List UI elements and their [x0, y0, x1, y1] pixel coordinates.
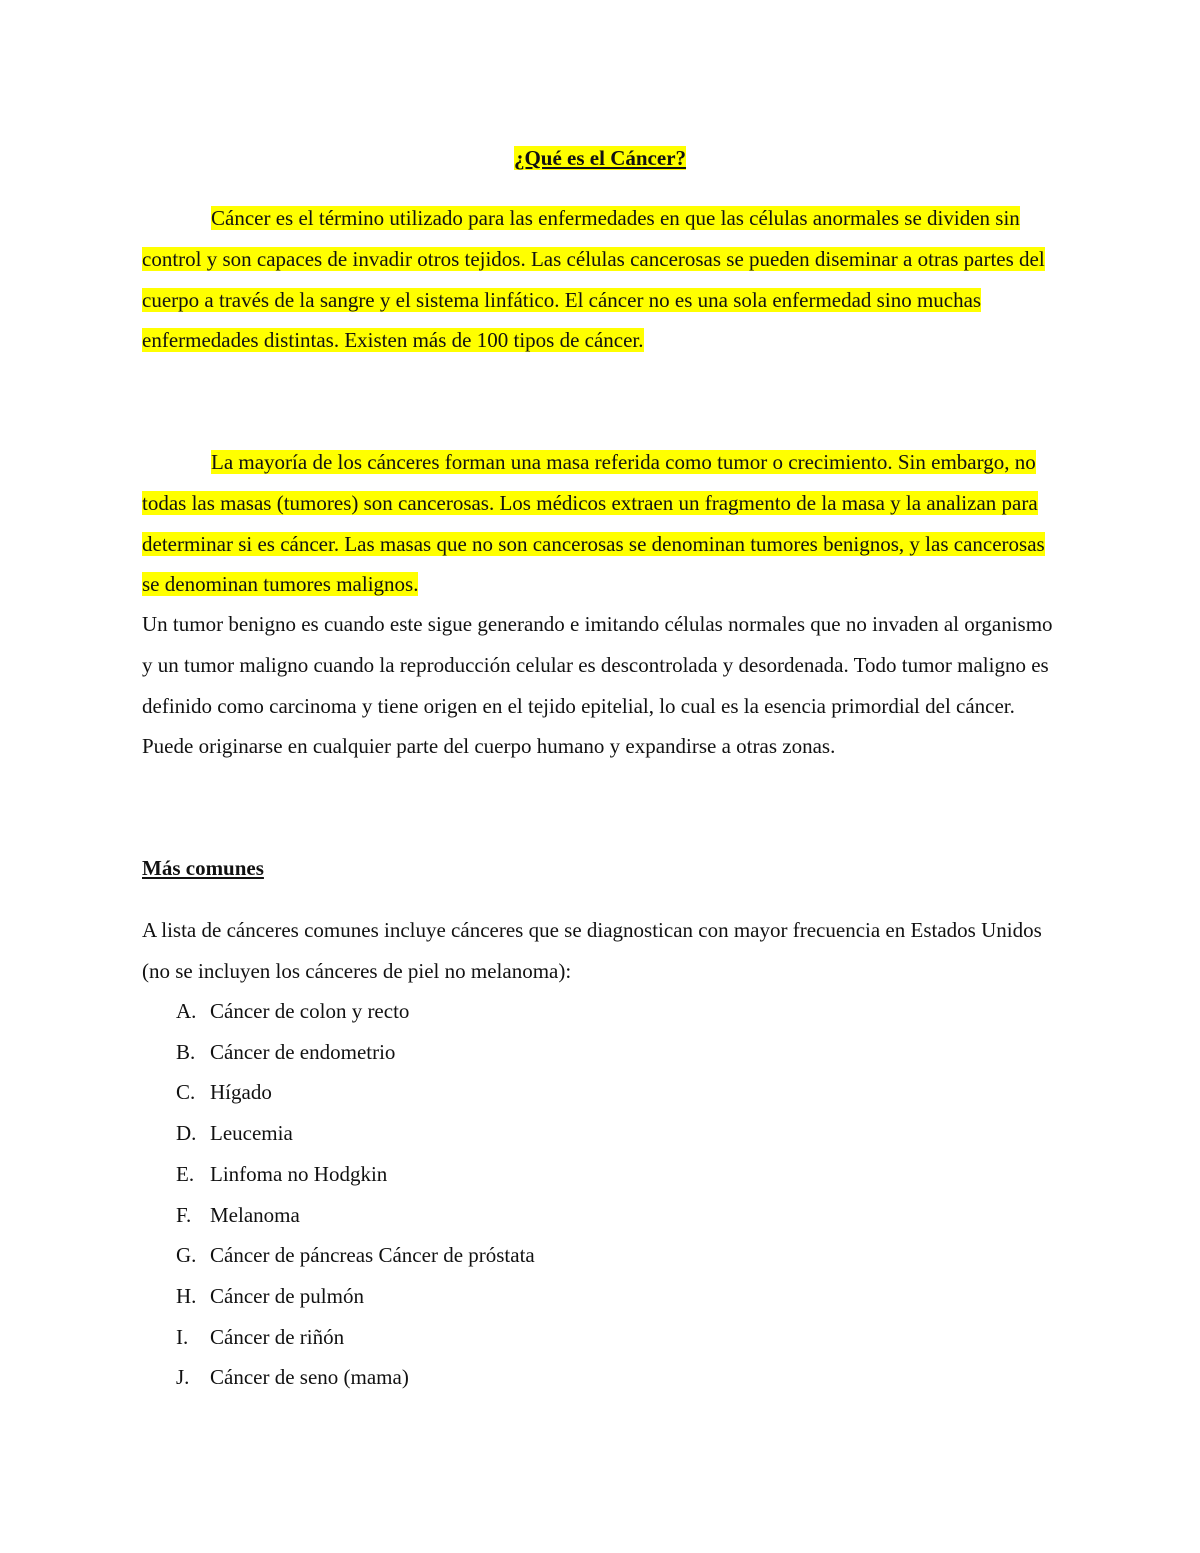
list-item-letter: I.	[176, 1324, 189, 1349]
document-title	[142, 141, 1058, 175]
list-item-text: Cáncer de colon y recto	[210, 999, 410, 1023]
paragraph-benign-malignant-text: Un tumor benigno es cuando este sigue generando e imitando células normales que no invaden al organismo y un tumor maligno cuando la reproducción celular es descontrolada y desordenada. Todo tumor maligno es definido como carcinoma y tiene origen en el tejido epitelial, lo cual es la esencia primordial del cáncer. Puede originarse en cualquier parte del cuerpo humano y expandirse a otras zonas.	[142, 612, 1053, 759]
list-item-letter: H.	[176, 1283, 197, 1308]
list-item-text: Cáncer de seno (mama)	[210, 1365, 409, 1390]
list-item-letter: F.	[176, 1202, 192, 1227]
paragraph-tumors	[142, 442, 1062, 605]
list-item-letter: B.	[176, 1039, 196, 1064]
list-item-text: Cáncer de pulmón	[210, 1283, 364, 1308]
section-heading: Más comunes	[142, 856, 264, 880]
list-item-letter: C.	[176, 1080, 196, 1105]
list-item-letter: E.	[176, 1161, 195, 1186]
list-item	[142, 1032, 535, 1073]
list-item-text: Linfoma no Hodgkin	[210, 1161, 388, 1186]
list-item-letter: A.	[176, 999, 197, 1023]
list-item	[142, 1235, 535, 1276]
list-item	[142, 1195, 535, 1236]
list-item-text: Melanoma	[210, 1202, 300, 1227]
list-item-letter: D.	[176, 1121, 197, 1146]
list-item-text: Leucemia	[210, 1121, 293, 1146]
paragraph-definition	[142, 198, 1062, 361]
list-item-text: Cáncer de páncreas Cáncer de próstata	[210, 1243, 535, 1268]
list-item-letter: J.	[176, 1365, 190, 1390]
list-item-text: Cáncer de riñón	[210, 1324, 345, 1349]
list-item	[142, 1113, 535, 1154]
paragraph-benign-malignant	[142, 604, 1062, 767]
cancer-type-list	[142, 991, 535, 1398]
list-item	[142, 1357, 535, 1398]
list-item-text: Hígado	[210, 1080, 272, 1105]
list-item	[142, 1154, 535, 1195]
list-item	[142, 1072, 535, 1113]
paragraph-common-list-intro	[142, 910, 1062, 992]
list-item	[142, 1317, 535, 1358]
list-item	[142, 1276, 535, 1317]
list-item-text: Cáncer de endometrio	[210, 1039, 396, 1064]
paragraph-common-list-intro-text: A lista de cánceres comunes incluye cánceres que se diagnostican con mayor frecuencia en Estados Unidos (no se incluyen los cánceres de piel no melanoma):	[142, 918, 1042, 983]
title-text: ¿Qué es el Cáncer?	[513, 146, 687, 170]
list-item	[142, 991, 535, 1032]
list-item-letter: G.	[176, 1243, 197, 1268]
paragraph-definition-text: Cáncer es el término utilizado para las enfermedades en que las células anormales se dividen sin control y son capaces de invadir otros tejidos. Las células cancerosas se pueden diseminar a otras partes del cuerpo a través de la sangre y el sistema linfático. El cáncer no es una sola enfermedad sino muchas enfermedades distintas. Existen más de 100 tipos de cáncer.	[142, 206, 1045, 353]
paragraph-tumors-text: La mayoría de los cánceres forman una masa referida como tumor o crecimiento. Sin embargo, no todas las masas (tumores) son cancerosas. Los médicos extraen un fragmento de la masa y la analizan para determinar si es cáncer. Las masas que no son cancerosas se denominan tumores benignos, y las cancerosas se denominan tumores malignos.	[142, 450, 1045, 597]
